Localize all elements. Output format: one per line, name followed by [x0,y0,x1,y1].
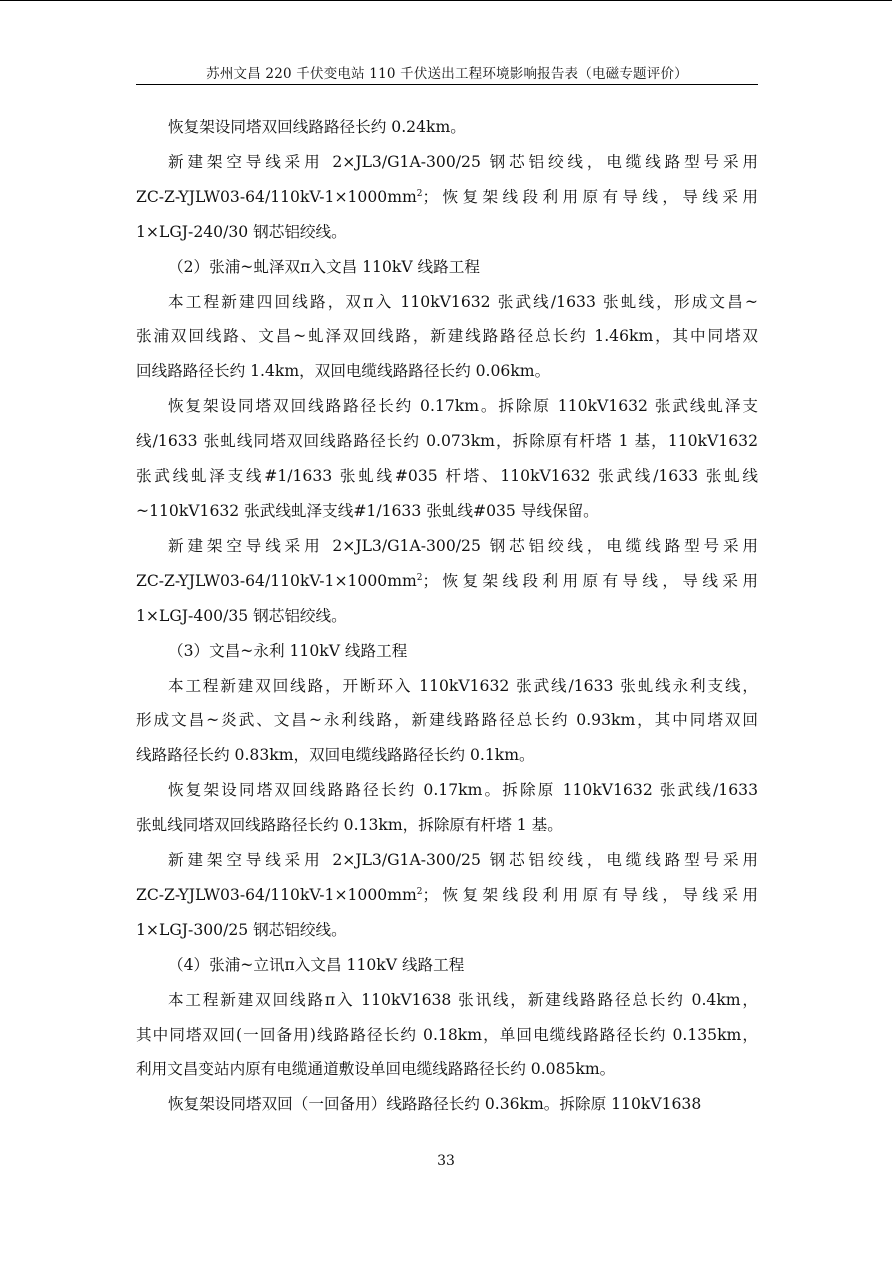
text-line: 恢复架设同塔双回线路路径长约 0.17km。拆除原 110kV1632 张武线虬泽支 [168,397,758,416]
text-line: 本工程新建四回线路，双π入 110kV1632 张武线/1633 张虬线，形成文昌~ [168,292,758,311]
paragraph-restore-line-2 [136,389,758,529]
text-line: 新建架空导线采用 2×JL3/G1A-300/25 钢芯铝绞线，电缆线路型号采用 [168,536,758,555]
text-line: 新建架空导线采用 2×JL3/G1A-300/25 钢芯铝绞线，电缆线路型号采用 [168,851,758,870]
text-line: 回线路路径长约 1.4km，双回电缆线路路径长约 0.06km。 [136,362,551,381]
text-line: 线路路径长约 0.83km，双回电缆线路路径长约 0.1km。 [136,746,535,765]
text-line: 张虬线同塔双回线路路径长约 0.13km，拆除原有杆塔 1 基。 [136,816,563,835]
section-heading-4: （4）张浦~立讯π入文昌 110kV 线路工程 [168,955,465,974]
cable-model: ZC-Z-YJLW03-64/110kV-1×1000mm [136,187,417,206]
text-line: 恢复架设同塔双回线路路径长约 0.17km。拆除原 110kV1632 张武线/1633 [168,781,758,800]
text-line: 本工程新建双回线路π入 110kV1638 张讯线，新建线路路径总长约 0.4km， [168,990,758,1009]
document-body [136,110,758,1122]
text-line [136,564,758,599]
text-line: 1×LGJ-300/25 钢芯铝绞线。 [136,920,347,939]
paragraph-new-lines-3 [136,669,758,774]
cable-model: ZC-Z-YJLW03-64/110kV-1×1000mm [136,571,417,590]
text-line [136,878,758,913]
text-fragment: ；恢复架线段利用原有导线，导线采用 [422,187,758,206]
text-line: 新建架空导线采用 2×JL3/G1A-300/25 钢芯铝绞线，电缆线路型号采用 [168,152,758,171]
paragraph-new-lines-4 [136,983,758,1088]
text-line: ~110kV1632 张武线虬泽支线#1/1633 张虬线#035 导线保留。 [136,501,599,520]
section-heading-3: （3）文昌~永利 110kV 线路工程 [168,641,408,660]
superscript: 2 [416,886,423,897]
text-fragment: ；恢复架线段利用原有导线，导线采用 [422,885,758,904]
page-number: 33 [437,1153,455,1169]
text-line: 恢复架设同塔双回（一回备用）线路路径长约 0.36km。拆除原 110kV1638 [168,1095,702,1114]
text-line [136,180,758,215]
text-line: 1×LGJ-400/35 钢芯铝绞线。 [136,606,347,625]
cable-model: ZC-Z-YJLW03-64/110kV-1×1000mm [136,885,417,904]
superscript: 2 [416,188,423,199]
section-heading-2: （2）张浦~虬泽双π入文昌 110kV 线路工程 [168,257,480,276]
top-border-line [0,0,892,1]
paragraph-restore-line-3 [136,773,758,843]
text-line: 利用文昌变站内原有电缆通道敷设单回电缆线路路径长约 0.085km。 [136,1060,616,1079]
paragraph-conductor-spec-1 [136,145,758,250]
paragraph-new-lines-2 [136,285,758,390]
paragraph-restore-line-4 [136,1087,758,1122]
text-line: 线/1633 张虬线同塔双回线路路径长约 0.073km，拆除原有杆塔 1 基，110kV1632 [136,432,758,451]
text-fragment: ；恢复架线段利用原有导线，导线采用 [422,571,758,590]
paragraph-conductor-spec-3 [136,843,758,948]
text-line: 形成文昌~炎武、文昌~永利线路，新建线路路径总长约 0.93km，其中同塔双回 [136,711,758,730]
page-header: 苏州文昌 220 千伏变电站 110 千伏送出工程环境影响报告表（电磁专题评价） [206,66,688,82]
text-line: 本工程新建双回线路，开断环入 110kV1632 张武线/1633 张虬线永利支线， [168,676,758,695]
text-line: 其中同塔双回(一回备用)线路路径长约 0.18km，单回电缆线路路径长约 0.135km， [136,1025,758,1044]
text-line: 1×LGJ-240/30 钢芯铝绞线。 [136,222,347,241]
paragraph-conductor-spec-2 [136,529,758,634]
superscript: 2 [416,572,423,583]
text-line: 张浦双回线路、文昌~虬泽双回线路，新建线路路径总长约 1.46km，其中同塔双 [136,327,758,346]
header-rule [136,84,758,85]
paragraph-restore-line-1: 恢复架设同塔双回线路路径长约 0.24km。 [168,118,466,136]
text-line: 张武线虬泽支线#1/1633 张虬线#035 杆塔、110kV1632 张武线/1633 张虬线 [136,467,758,486]
